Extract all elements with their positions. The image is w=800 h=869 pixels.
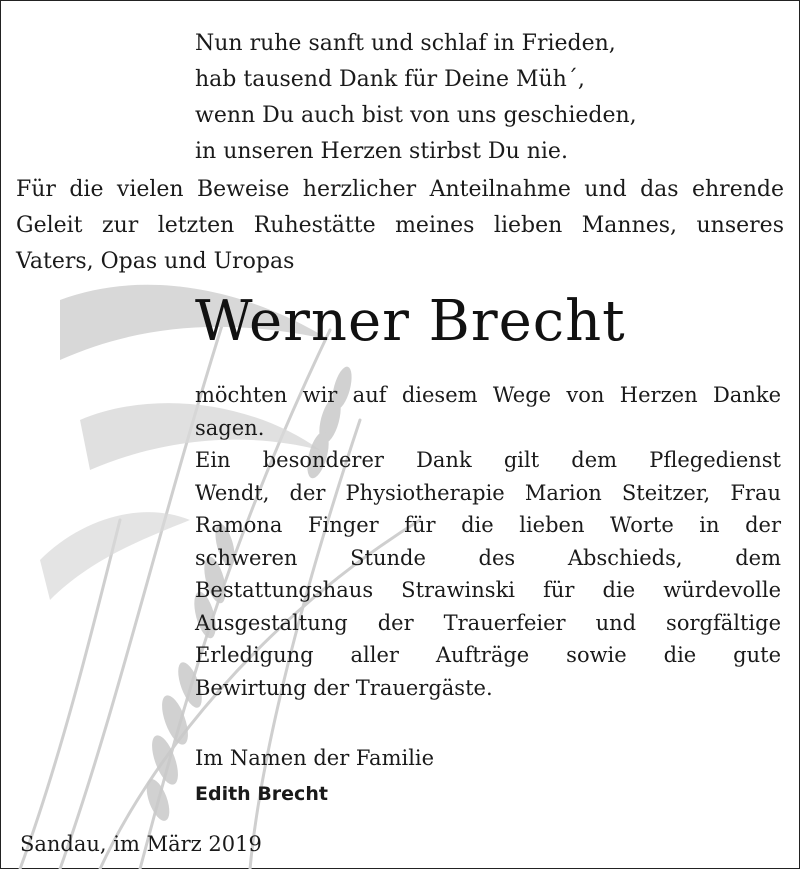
thanks-paragraph bbox=[195, 379, 781, 704]
memorial-poem bbox=[195, 26, 637, 170]
intro-line: Für die vielen Beweise herzlicher Anteilnahme und das ehrende bbox=[16, 177, 784, 202]
intro-line: Vaters, Opas und Uropas bbox=[16, 249, 295, 274]
body-line: Bestattungshaus Strawinski für die würdevolle bbox=[195, 578, 781, 602]
body-line: Erledigung aller Aufträge sowie die gute bbox=[195, 643, 781, 667]
body-line: Ausgestaltung der Trauerfeier und sorgfältige bbox=[195, 610, 781, 635]
signoff bbox=[195, 740, 434, 812]
body-line: schweren Stunde des Abschieds, dem bbox=[195, 545, 781, 570]
body-line: Ein besonderer Dank gilt dem Pflegedienst bbox=[195, 448, 781, 472]
intro-paragraph bbox=[16, 172, 784, 280]
place-date: Sandau, im März 2019 bbox=[20, 832, 262, 856]
poem-line: wenn Du auch bist von uns geschieden, bbox=[195, 103, 637, 128]
body-line: sagen. bbox=[195, 415, 265, 440]
body-line: Bewirtung der Trauergäste. bbox=[195, 675, 493, 700]
signoff-name: Edith Brecht bbox=[195, 783, 328, 805]
body-line: Wendt, der Physiotherapie Marion Steitzer, Frau bbox=[195, 480, 781, 505]
intro-line: Geleit zur letzten Ruhestätte meines lieben Mannes, unseres bbox=[16, 213, 784, 238]
poem-line: Nun ruhe sanft und schlaf in Frieden, bbox=[195, 31, 616, 56]
deceased-name: Werner Brecht bbox=[195, 289, 626, 354]
poem-line: hab tausend Dank für Deine Müh´, bbox=[195, 67, 585, 92]
poem-line: in unseren Herzen stirbst Du nie. bbox=[195, 139, 568, 164]
body-line: möchten wir auf diesem Wege von Herzen Danke bbox=[195, 383, 781, 407]
body-line: Ramona Finger für die lieben Worte in der bbox=[195, 513, 781, 537]
signoff-line: Im Namen der Familie bbox=[195, 746, 435, 770]
